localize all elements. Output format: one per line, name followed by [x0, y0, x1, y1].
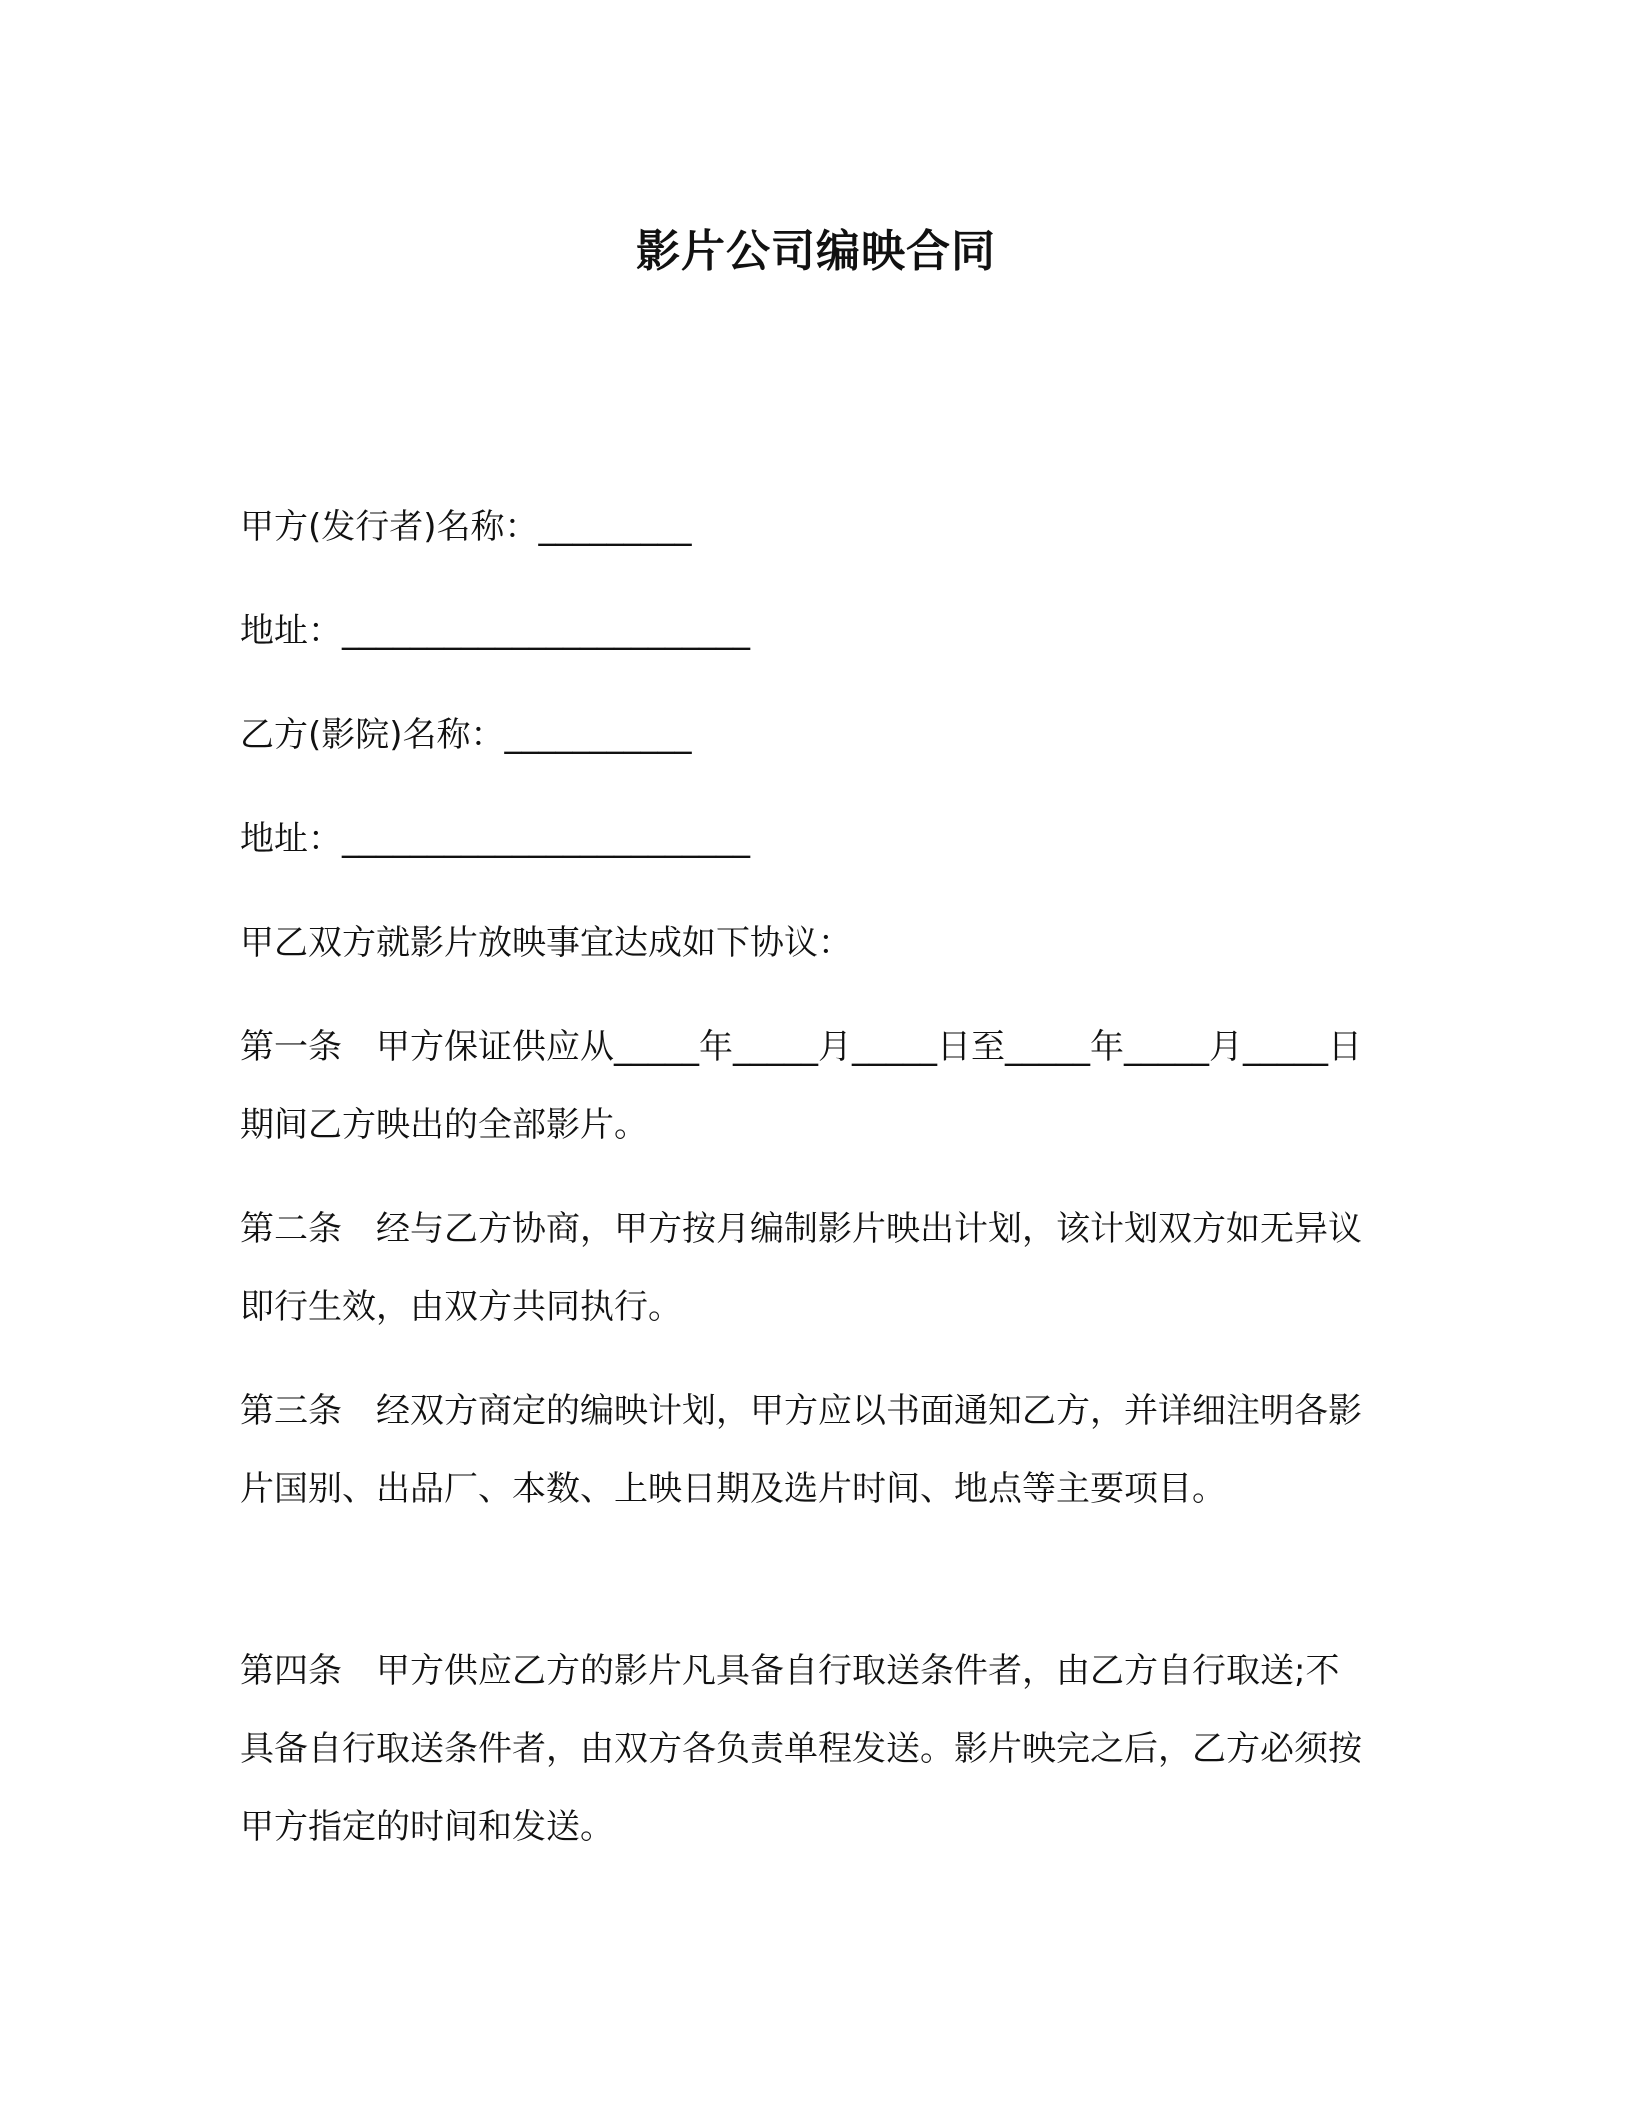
party-a-address-line: 地址：________________________	[240, 611, 750, 651]
article-3: 第三条 经双方商定的编映计划，甲方应以书面通知乙方，并详细注明各影片国别、出品厂、本数、上映日期及选片时间、地点等主要项目。	[240, 1391, 1362, 1509]
article-2: 第二条 经与乙方协商，甲方按月编制影片映出计划，该计划双方如无异议即行生效，由双方共同执行。	[240, 1209, 1362, 1327]
party-b-address-line: 地址：________________________	[240, 819, 750, 859]
article-4: 第四条 甲方供应乙方的影片凡具备自行取送条件者，由乙方自行取送;不具备自行取送条件者，由双方各负责单程发送。影片映完之后，乙方必须按甲方指定的时间和发送。	[240, 1651, 1362, 1847]
article-1: 第一条 甲方保证供应从_____年_____月_____日至_____年_____月_____日期间乙方映出的全部影片。	[240, 1027, 1362, 1145]
agreement-intro: 甲乙双方就影片放映事宜达成如下协议：	[240, 923, 852, 963]
document-title: 影片公司编映合同	[636, 226, 996, 277]
party-b-name-line: 乙方(影院)名称：___________	[240, 715, 692, 755]
party-a-name-line: 甲方(发行者)名称：_________	[240, 507, 692, 547]
